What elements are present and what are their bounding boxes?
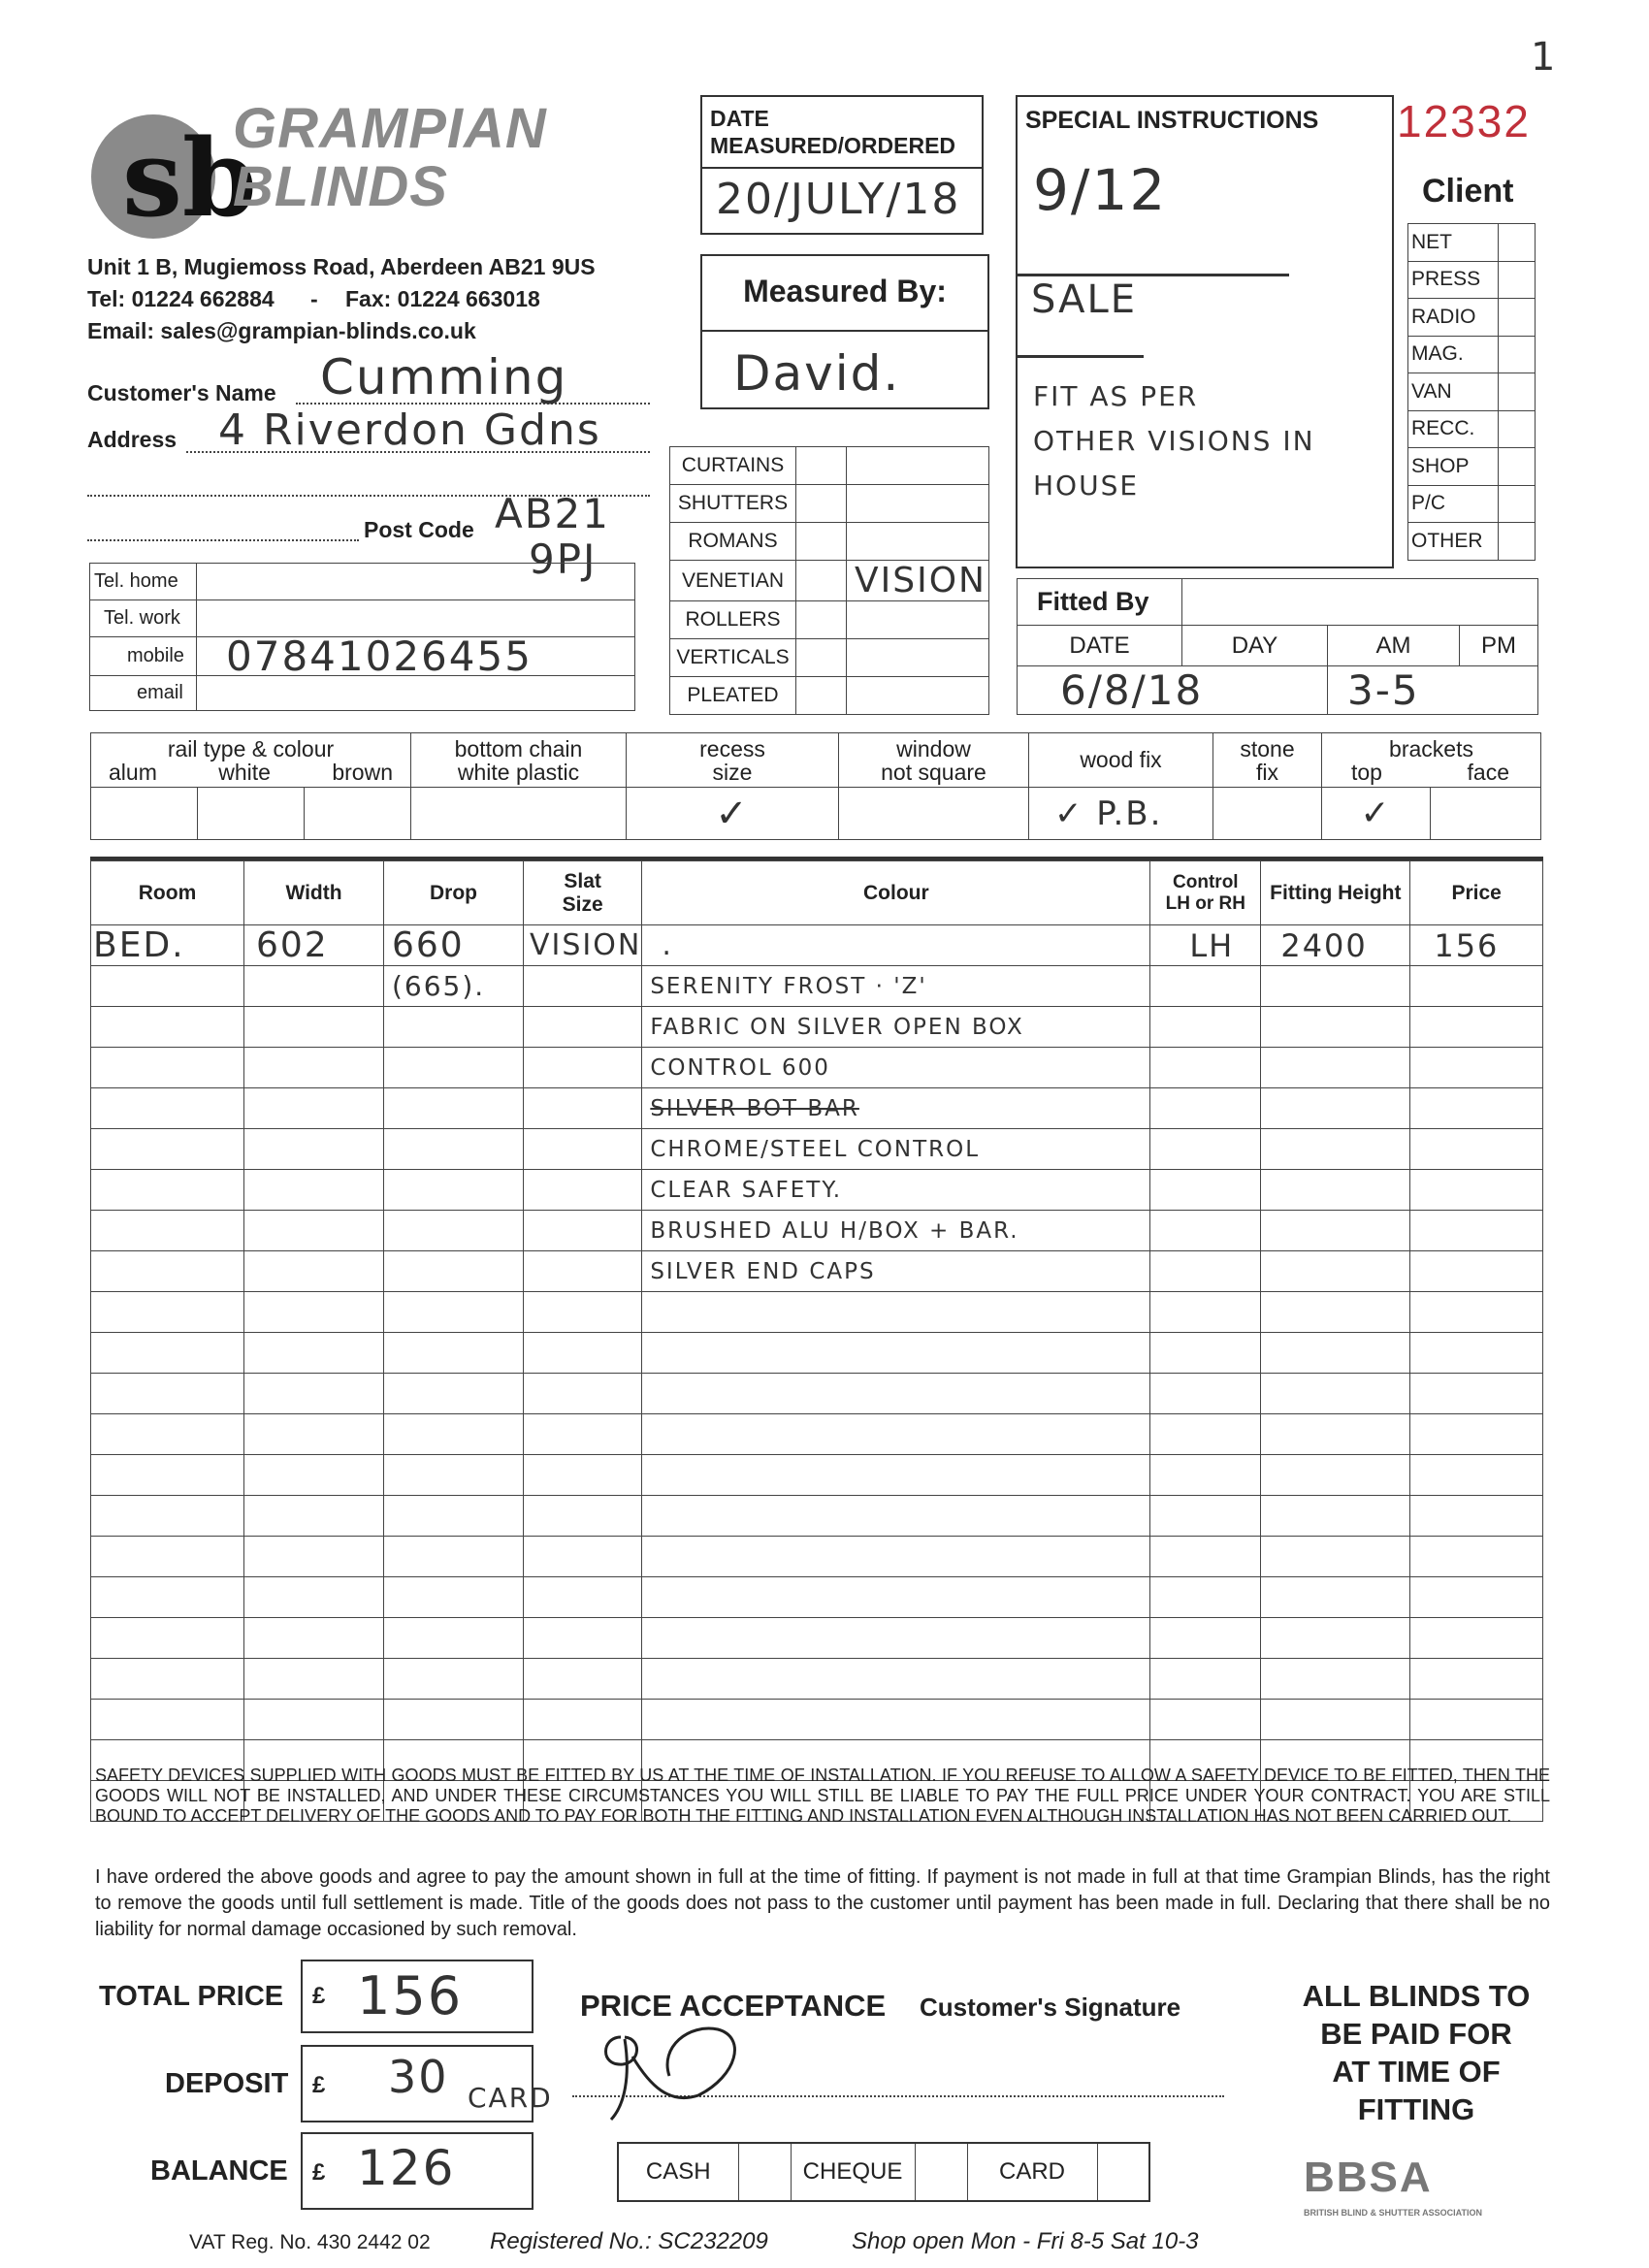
product-rollers: ROLLERS	[670, 601, 796, 639]
table-row	[91, 1618, 1543, 1659]
phone-table	[89, 563, 635, 711]
brackets-label: brackets	[1389, 735, 1473, 761]
rail-alum: alum	[109, 759, 157, 785]
col-height: Fitting Height	[1261, 861, 1410, 925]
opt-face[interactable]	[1431, 788, 1541, 840]
special-line3[interactable]: FIT AS PER	[1033, 380, 1199, 412]
client-recc: RECC.	[1408, 410, 1499, 448]
client-mag: MAG.	[1408, 336, 1499, 373]
client-label: Client	[1422, 173, 1514, 210]
table-row	[91, 1455, 1543, 1496]
product-check[interactable]	[796, 523, 847, 561]
measured-value[interactable]: David.	[733, 345, 901, 402]
col-colour: Colour	[642, 861, 1150, 925]
recess-label-1: recess	[699, 735, 765, 761]
product-check[interactable]	[796, 601, 847, 639]
row1-width[interactable]: 602	[244, 925, 384, 966]
note-line[interactable]: BRUSHED ALU H/BOX + BAR.	[642, 1211, 1150, 1251]
col-width: Width	[244, 861, 384, 925]
table-row	[91, 1374, 1543, 1414]
client-check[interactable]	[1499, 485, 1536, 523]
company-fax: Fax: 01224 663018	[345, 286, 540, 311]
payment-terms: I have ordered the above goods and agree to pay the amount shown in full at the time of fitting. If payment is not made in full at that time Grampian Blinds, has the right to remove the goods until full settlement is made. Title of the goods does not pass to the customer until payment has been made in full. Declaring that there shall be no liability for normal damage occasioned by such removal.	[95, 1866, 1550, 1940]
col-price: Price	[1410, 861, 1543, 925]
opt-window[interactable]	[839, 788, 1029, 840]
bbsa-logo: BBSA	[1304, 2154, 1433, 2201]
window-label-2: not square	[881, 759, 986, 785]
rail-white: white	[218, 759, 271, 785]
items-table	[90, 860, 1543, 1822]
notice-line-4: FITTING	[1357, 2092, 1475, 2126]
row2-drop[interactable]: (665).	[384, 966, 524, 1007]
product-check[interactable]	[796, 639, 847, 677]
row1-colour[interactable]: .	[642, 925, 1150, 966]
table-row	[91, 1659, 1543, 1700]
product-value[interactable]	[847, 485, 989, 523]
table-row	[91, 1292, 1543, 1333]
safety-terms: SAFETY DEVICES SUPPLIED WITH GOODS MUST BE FITTED BY US AT THE TIME OF INSTALLATION. IF YOU REFUSE TO ALLOW A SAFETY DEVICE TO BE FITTED, THEN THE GOODS WILL NOT BE INSTALLED, AND UNDER THESE CIRCUMSTANCES YOU WILL STILL BE LIABLE TO PAY THE FULL PRICE UNDER YOUR CONTRACT. YOU ARE STILL BOUND TO ACCEPT DELIVERY OF THE GOODS AND TO PAY FOR BOTH THE FITTING AND INSTALLATION EVEN ALTHOUGH INSTALLATION HAS NOT BEEN CARRIED OUT.	[95, 1766, 1550, 1826]
contact-separator: -	[310, 286, 318, 311]
measured-box	[700, 254, 989, 409]
client-table	[1407, 223, 1536, 561]
measured-label: Measured By:	[743, 274, 947, 308]
chain-label-2: white plastic	[457, 759, 580, 785]
chain-label-1: bottom chain	[454, 735, 583, 761]
customer-name-label: Customer's Name	[87, 380, 276, 405]
notice-line-3: AT TIME OF	[1332, 2055, 1501, 2089]
total-price-value[interactable]: 156	[357, 1965, 464, 2026]
fitted-label: Fitted By	[1018, 579, 1182, 626]
payment-cheque-label: CHEQUE	[791, 2143, 915, 2201]
product-value[interactable]	[847, 677, 989, 715]
col-control-1: Control	[1173, 871, 1239, 892]
postcode-value-1[interactable]: AB21	[495, 490, 610, 537]
fitted-date-label: DATE	[1018, 626, 1182, 666]
table-row	[91, 1333, 1543, 1374]
product-romans: ROMANS	[670, 523, 796, 561]
col-slat-1: Slat	[564, 869, 601, 892]
note-line[interactable]: CLEAR SAFETY.	[642, 1170, 1150, 1211]
table-row	[91, 1170, 1543, 1211]
fitted-pm-label: PM	[1460, 626, 1538, 666]
stone-label-2: fix	[1256, 759, 1278, 785]
table-row	[91, 1700, 1543, 1740]
client-van: VAN	[1408, 373, 1499, 411]
email-value[interactable]	[197, 676, 635, 711]
payment-cash-check[interactable]	[738, 2143, 791, 2201]
tel-work-value[interactable]	[197, 600, 635, 637]
client-pc: P/C	[1408, 485, 1499, 523]
notice-line-2: BE PAID FOR	[1320, 2017, 1512, 2051]
postcode-label: Post Code	[364, 517, 474, 542]
wood-fix-label: wood fix	[1029, 733, 1213, 788]
table-row	[91, 1537, 1543, 1577]
brackets-top: top	[1351, 759, 1382, 785]
opt-stone[interactable]	[1213, 788, 1322, 840]
tel-work-label: Tel. work	[90, 600, 197, 637]
logo-letters-text: sb	[122, 115, 257, 241]
date-box	[700, 95, 984, 235]
signature-label: Customer's Signature	[920, 1993, 1181, 2022]
opt-white[interactable]	[198, 788, 305, 840]
product-value[interactable]: VISION	[847, 561, 989, 601]
payment-card-label: CARD	[967, 2143, 1097, 2201]
row1-price[interactable]: 156	[1410, 925, 1543, 966]
table-row	[91, 966, 1543, 1007]
email-label: email	[90, 676, 197, 711]
deposit-box[interactable]	[301, 2045, 553, 2122]
product-value[interactable]	[847, 523, 989, 561]
special-instructions-box	[1016, 95, 1394, 568]
note-line[interactable]: SERENITY FROST · 'Z'	[642, 966, 1150, 1007]
page-number-mark: 1	[1531, 35, 1558, 80]
client-check[interactable]	[1499, 336, 1536, 373]
client-shop: SHOP	[1408, 448, 1499, 486]
customer-name-value[interactable]: Cumming	[320, 349, 568, 405]
product-pleated: PLEATED	[670, 677, 796, 715]
table-row	[91, 1251, 1543, 1292]
payment-card-check[interactable]	[1097, 2143, 1149, 2201]
mobile-value[interactable]: 07841026455	[197, 637, 635, 676]
postcode-value-2[interactable]: 9PJ	[529, 535, 598, 583]
fitted-time-value[interactable]: 3-5	[1328, 666, 1538, 715]
opt-wood[interactable]: ✓ P.B.	[1029, 788, 1213, 840]
opt-top[interactable]: ✓	[1322, 788, 1431, 840]
product-check[interactable]	[796, 447, 847, 485]
stone-label-1: stone	[1240, 735, 1295, 761]
table-row	[91, 1048, 1543, 1088]
row1-slat[interactable]: VISION	[524, 925, 642, 966]
special-line1[interactable]: 9/12	[1033, 157, 1168, 223]
date-value[interactable]: 20/JULY/18	[716, 175, 961, 224]
table-row	[91, 1088, 1543, 1129]
client-check[interactable]	[1499, 224, 1536, 262]
fitted-day-label: DAY	[1182, 626, 1328, 666]
product-value[interactable]	[847, 601, 989, 639]
client-check[interactable]	[1499, 373, 1536, 411]
client-check[interactable]	[1499, 523, 1536, 561]
company-email: Email: sales@grampian-blinds.co.uk	[87, 318, 476, 343]
footer-hours: Shop open Mon - Fri 8-5 Sat 10-3	[852, 2228, 1199, 2254]
special-line5[interactable]: HOUSE	[1033, 470, 1140, 502]
table-row	[91, 1496, 1543, 1537]
col-control-2: LH or RH	[1165, 892, 1245, 914]
special-line2[interactable]: SALE	[1031, 277, 1138, 322]
fitted-am-label: AM	[1328, 626, 1460, 666]
client-radio: RADIO	[1408, 299, 1499, 337]
recess-label-2: size	[712, 759, 753, 785]
address-label: Address	[87, 427, 178, 452]
company-tel: Tel: 01224 662884	[87, 286, 275, 311]
deposit-label: DEPOSIT	[165, 2068, 289, 2099]
deposit-note[interactable]: CARD	[468, 2082, 553, 2114]
balance-label: BALANCE	[150, 2155, 288, 2187]
product-venetian: VENETIAN	[670, 561, 796, 601]
fitted-value[interactable]	[1182, 579, 1538, 626]
notice-line-1: ALL BLINDS TO	[1302, 1979, 1531, 2013]
product-shutters: SHUTTERS	[670, 485, 796, 523]
balance-value[interactable]: 126	[357, 2140, 456, 2196]
brackets-face: face	[1467, 759, 1509, 785]
client-check[interactable]	[1499, 410, 1536, 448]
rail-brown: brown	[332, 759, 393, 785]
col-room: Room	[91, 861, 244, 925]
note-line[interactable]: CONTROL 600	[642, 1048, 1150, 1088]
currency-symbol: £	[312, 2159, 326, 2186]
fitted-date-value[interactable]: 6/8/18	[1018, 666, 1328, 715]
deposit-value[interactable]: 30	[388, 2051, 449, 2103]
client-net: NET	[1408, 224, 1499, 262]
balance-box[interactable]	[301, 2132, 534, 2210]
product-check[interactable]	[796, 677, 847, 715]
note-line[interactable]: SILVER END CAPS	[642, 1251, 1150, 1292]
note-line[interactable]: CHROME/STEEL CONTROL	[642, 1129, 1150, 1170]
product-value[interactable]	[847, 639, 989, 677]
table-row	[91, 1577, 1543, 1618]
product-table	[669, 446, 989, 715]
product-curtains: CURTAINS	[670, 447, 796, 485]
footer-vat: VAT Reg. No. 430 2442 02	[189, 2231, 431, 2253]
opt-chain[interactable]	[411, 788, 627, 840]
window-label-1: window	[896, 735, 971, 761]
product-verticals: VERTICALS	[670, 639, 796, 677]
product-value[interactable]	[847, 447, 989, 485]
currency-symbol: £	[312, 1983, 326, 2009]
payment-cheque-check[interactable]	[915, 2143, 967, 2201]
order-number: 12332	[1397, 96, 1531, 146]
client-check[interactable]	[1499, 448, 1536, 486]
footer-registered: Registered No.: SC232209	[490, 2228, 768, 2254]
row1-drop[interactable]: 660	[384, 925, 524, 966]
special-label: SPECIAL INSTRUCTIONS	[1025, 107, 1319, 134]
mobile-label: mobile	[90, 637, 197, 676]
client-check[interactable]	[1499, 299, 1536, 337]
client-press: PRESS	[1408, 261, 1499, 299]
row1-room[interactable]: BED.	[91, 925, 244, 966]
client-check[interactable]	[1499, 261, 1536, 299]
row1-height[interactable]: 2400	[1261, 925, 1410, 966]
bbsa-subtitle: BRITISH BLIND & SHUTTER ASSOCIATION	[1304, 2208, 1482, 2218]
address-value[interactable]: 4 Riverdon Gdns	[218, 405, 601, 455]
fitted-table	[1017, 578, 1538, 715]
payment-notice	[1261, 1977, 1571, 2128]
payment-method-table	[617, 2142, 1150, 2202]
special-line4[interactable]: OTHER VISIONS IN	[1033, 425, 1315, 457]
note-line-struck[interactable]: SILVER BOT BAR	[642, 1088, 1150, 1129]
table-row	[91, 1007, 1543, 1048]
company-address: Unit 1 B, Mugiemoss Road, Aberdeen AB21 9US	[87, 254, 596, 279]
options-table	[90, 732, 1541, 840]
table-row	[91, 1129, 1543, 1170]
table-row	[91, 925, 1543, 966]
payment-cash-label: CASH	[618, 2143, 738, 2201]
opt-brown[interactable]	[305, 788, 411, 840]
price-acceptance-label: PRICE ACCEPTANCE	[580, 1989, 887, 2023]
currency-symbol: £	[312, 2072, 326, 2098]
total-price-box[interactable]	[301, 1960, 534, 2033]
opt-alum[interactable]	[91, 788, 198, 840]
product-check[interactable]	[796, 485, 847, 523]
col-drop: Drop	[384, 861, 524, 925]
table-row	[91, 1211, 1543, 1251]
company-name-2: BLINDS	[233, 155, 448, 218]
note-line[interactable]: FABRIC ON SILVER OPEN BOX	[642, 1007, 1150, 1048]
rail-label: rail type & colour	[167, 735, 335, 761]
col-slat-2: Size	[562, 892, 603, 916]
tel-home-value[interactable]	[197, 564, 635, 600]
date-label: DATE MEASURED/ORDERED	[710, 106, 956, 158]
company-logo	[83, 107, 257, 243]
tel-home-label: Tel. home	[90, 564, 197, 600]
customer-signature[interactable]	[582, 2018, 854, 2124]
client-other: OTHER	[1408, 523, 1499, 561]
table-row	[91, 1414, 1543, 1455]
opt-recess[interactable]: ✓	[627, 788, 839, 840]
product-check[interactable]	[796, 561, 847, 601]
company-name-1: GRAMPIAN	[233, 97, 547, 160]
total-price-label: TOTAL PRICE	[99, 1981, 284, 2012]
row1-control[interactable]: LH	[1150, 925, 1261, 966]
